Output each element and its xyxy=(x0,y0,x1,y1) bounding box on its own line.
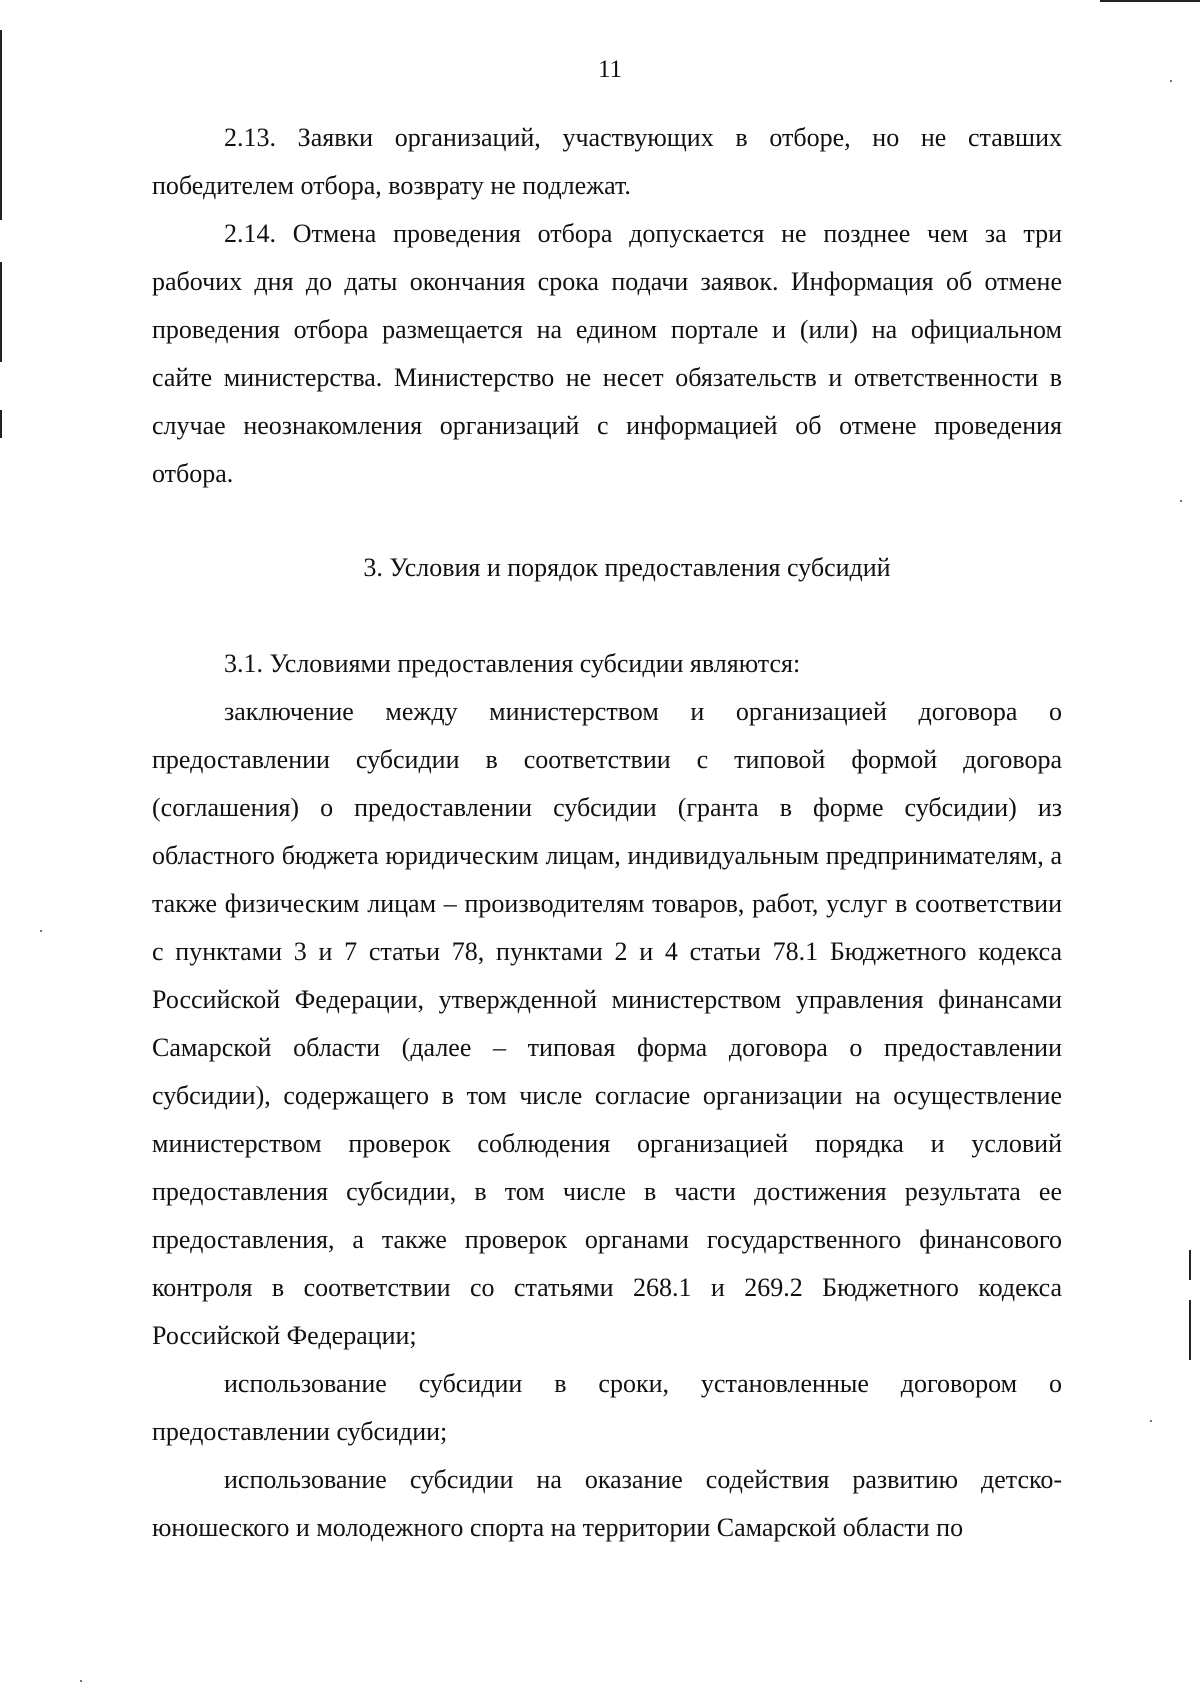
paragraph-3-1: 3.1. Условиями предоставления субсидии являются: xyxy=(224,649,801,678)
section-heading: 3. Условия и порядок предоставления субсидий xyxy=(363,553,891,582)
scan-edge-mark xyxy=(1100,0,1200,2)
paragraph-condition-deadlines: использование субсидии в сроки, установленные договором о предоставлении субсидии; xyxy=(152,1369,1062,1446)
scan-speck xyxy=(40,930,42,932)
scan-speck xyxy=(1150,1420,1152,1422)
scan-edge-mark xyxy=(1189,1250,1191,1280)
scan-edge-mark xyxy=(1189,1300,1191,1360)
paragraph-2-14: 2.14. Отмена проведения отбора допускается не позднее чем за три рабочих дня до даты окончания срока подачи заявок. Информация об отмене проведения отбора размещается на едином портале и (или) на официальном сайте министерства. Министерство не несет обязательств и ответственности в случае неознакомления организаций с информацией об отмене проведения отбора. xyxy=(152,219,1062,488)
paragraph-condition-agreement: заключение между министерством и организацией договора о предоставлении субсидии в соответствии с типовой формой договора (соглашения) о предоставлении субсидии (гранта в форме субсидии) из областного бюджета юридическим лицам, индивидуальным предпринимателям, а также физическим лицам – производителям товаров, работ, услуг в соответствии с пунктами 3 и 7 статьи 78, пунктами 2 и 4 статьи 78.1 Бюджетного кодекса Российской Федерации, утвержденной министерством управления финансами Самарской области (далее – типовая форма договора о предоставлении субсидии), содержащего в том числе согласие организации на осуществление министерством проверок соблюдения организацией порядка и условий предоставления субсидии, в том числе в части достижения результата ее предоставления, а также проверок органами государственного финансового контроля в соответствии со статьями 268.1 и 269.2 Бюджетного кодекса Российской Федерации; xyxy=(152,697,1062,1350)
scan-speck xyxy=(80,1680,82,1682)
scan-edge-mark xyxy=(0,262,2,362)
paragraph-condition-purpose: использование субсидии на оказание содействия развитию детско-юношеского и молодежного спорта на территории Самарской области по xyxy=(152,1465,1062,1542)
document-body xyxy=(152,114,1062,1552)
page-number: 11 xyxy=(597,56,623,83)
scan-speck xyxy=(1180,500,1182,502)
paragraph-2-13: 2.13. Заявки организаций, участвующих в отборе, но не ставших победителем отбора, возврату не подлежат. xyxy=(152,123,1062,200)
scan-edge-mark xyxy=(0,410,2,438)
